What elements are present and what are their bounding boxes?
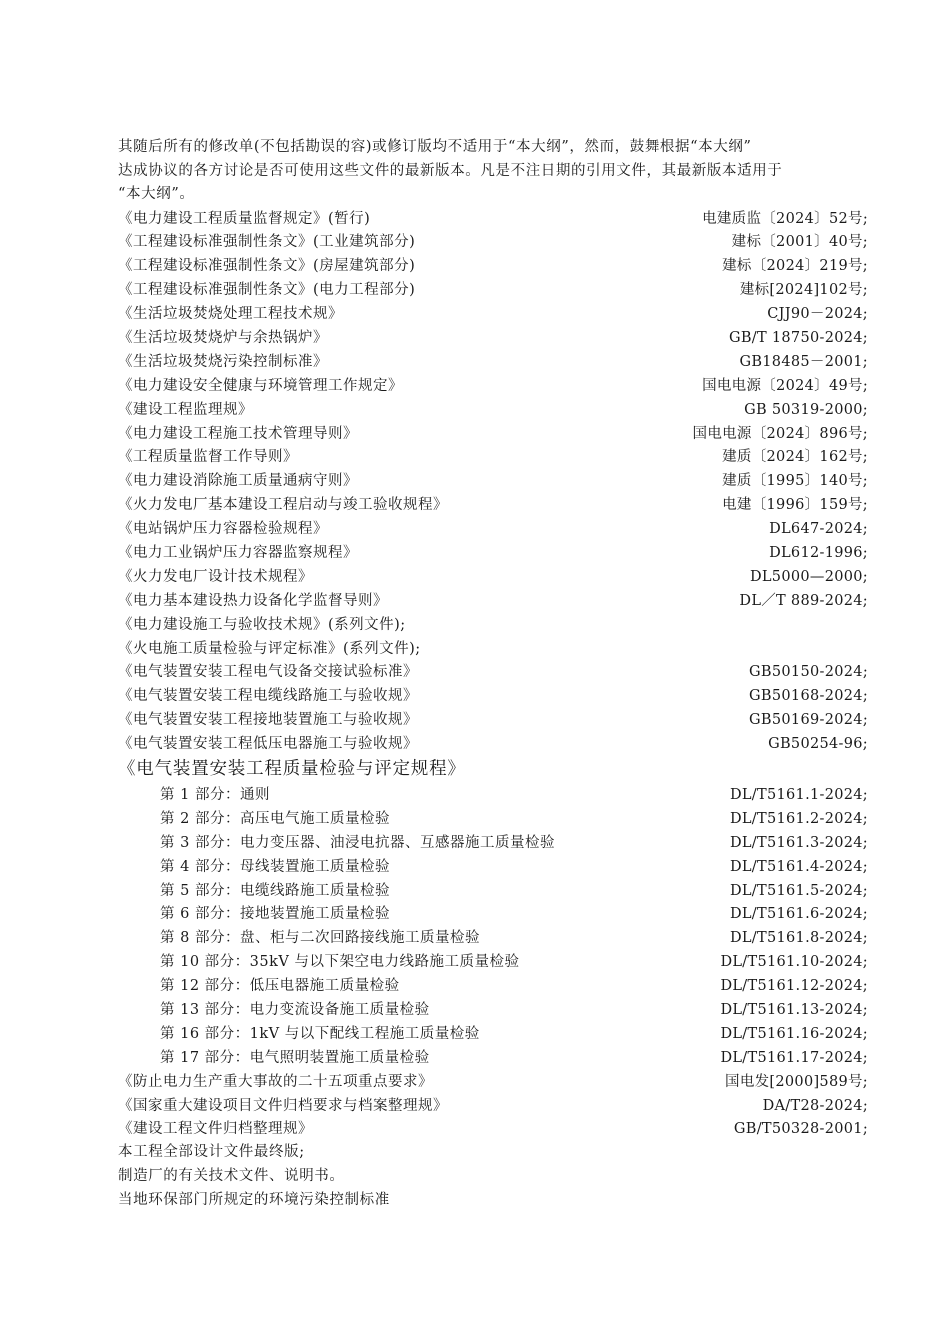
- closing-line: 制造厂的有关技术文件、说明书。: [118, 1168, 345, 1185]
- reference-row: [118, 207, 868, 231]
- reference-row: [118, 469, 868, 493]
- reference-code: DL/T5161.13-2024;: [720, 1002, 868, 1018]
- reference-row: [118, 708, 868, 732]
- reference-code: DL/T5161.17-2024;: [720, 1049, 868, 1066]
- reference-row: [118, 254, 868, 278]
- reference-row: [118, 855, 868, 879]
- reference-title: 《防止电力生产重大事故的二十五项重点要求》: [118, 1073, 433, 1090]
- reference-row: [118, 998, 868, 1022]
- reference-title: 《火电施工质量检验与评定标准》(系列文件);: [118, 640, 421, 657]
- reference-row: [118, 445, 868, 469]
- reference-row: [118, 517, 868, 541]
- reference-code: 电建〔1996〕159号;: [722, 497, 868, 514]
- reference-code: GB/T50328-2001;: [733, 1121, 868, 1138]
- reference-row: [118, 1070, 868, 1094]
- reference-code: 国电电源〔2024〕896号;: [692, 425, 868, 442]
- reference-code: GB50150-2024;: [749, 664, 868, 681]
- reference-list: [118, 1070, 868, 1142]
- reference-row: [118, 589, 868, 613]
- reference-row: [118, 732, 868, 756]
- reference-code: DL/T5161.5-2024;: [729, 882, 868, 899]
- reference-code: DL5000—2000;: [749, 568, 868, 585]
- reference-title: 《电力工业锅炉压力容器监察规程》: [118, 544, 358, 561]
- reference-title: 第 4 部分：母线装置施工质量检验: [160, 858, 390, 875]
- reference-code: 建质〔1995〕140号;: [722, 473, 868, 490]
- reference-row: [118, 350, 868, 374]
- reference-row: [118, 807, 868, 831]
- reference-title: 《电力建设安全健康与环境管理工作规定》: [118, 377, 403, 394]
- intro-line: 达成协议的各方讨论是否可使用这些文件的最新版本。凡是不注日期的引用文件，其最新版本适用于: [118, 162, 783, 179]
- reference-row: [118, 422, 868, 446]
- reference-title: 《电力建设施工与验收技术规》(系列文件);: [118, 616, 406, 633]
- reference-title: 第 6 部分：接地装置施工质量检验: [160, 906, 390, 923]
- reference-row: [118, 565, 868, 589]
- reference-title: 《建设工程监理规》: [118, 401, 253, 418]
- reference-code: 国电电源〔2024〕49号;: [702, 377, 868, 394]
- closing-line: 本工程全部设计文件最终版;: [118, 1144, 305, 1161]
- reference-title: 第 5 部分：电缆线路施工质量检验: [160, 882, 390, 899]
- reference-title: 第 10 部分：35kV 与以下架空电力线路施工质量检验: [160, 954, 520, 971]
- reference-row: [118, 374, 868, 398]
- reference-title: 《工程建设标准强制性条文》(电力工程部分): [118, 282, 416, 299]
- reference-code: DL/T5161.2-2024;: [729, 810, 868, 827]
- reference-code: 建标[2024]102号;: [739, 282, 868, 299]
- reference-title: 《工程建设标准强制性条文》(房屋建筑部分): [118, 258, 416, 275]
- reference-code: 电建质监〔2024〕52号;: [702, 210, 868, 227]
- reference-title: 《工程建设标准强制性条文》(工业建筑部分): [118, 234, 416, 251]
- reference-row: [118, 950, 868, 974]
- reference-title: 《生活垃圾焚烧炉与余热锅炉》: [118, 329, 328, 346]
- reference-title: 《工程质量监督工作导则》: [118, 449, 298, 466]
- reference-row: [118, 278, 868, 302]
- reference-code: 国电发[2000]589号;: [725, 1073, 868, 1090]
- reference-code: DL/T5161.3-2024;: [729, 834, 868, 851]
- reference-title: 《火力发电厂基本建设工程启动与竣工验收规程》: [118, 497, 448, 514]
- reference-title: 第 2 部分：高压电气施工质量检验: [160, 810, 390, 827]
- reference-row: [118, 613, 868, 637]
- intro-line: 其随后所有的修改单(不包括勘误的容)或修订版均不适用于“本大纲”，然而，鼓舞根据“本大纲”: [118, 139, 752, 155]
- reference-row: [118, 541, 868, 565]
- reference-title: 第 17 部分：电气照明装置施工质量检验: [160, 1049, 430, 1066]
- reference-list: [118, 207, 868, 756]
- reference-code: 建标〔2024〕219号;: [722, 258, 868, 275]
- reference-code: DL/T5161.8-2024;: [729, 930, 868, 947]
- reference-code: DL/T5161.1-2024;: [729, 786, 868, 803]
- reference-code: DA/T28-2024;: [762, 1097, 868, 1114]
- reference-title: 《电力建设消除施工质量通病守则》: [118, 473, 358, 490]
- reference-title: 第 8 部分：盘、柜与二次回路接线施工质量检验: [160, 930, 480, 947]
- reference-title: 《建设工程文件归档整理规》: [118, 1121, 313, 1138]
- reference-row: [118, 1094, 868, 1118]
- reference-code: DL/T5161.6-2024;: [729, 906, 868, 923]
- reference-title: 《电气装置安装工程电气设备交接试验标准》: [118, 664, 418, 681]
- reference-code: DL/T5161.12-2024;: [720, 978, 868, 995]
- reference-row: [118, 926, 868, 950]
- reference-code: DL/T5161.10-2024;: [720, 954, 868, 971]
- reference-title: 第 12 部分：低压电器施工质量检验: [160, 978, 400, 995]
- reference-code: DL612-1996;: [769, 544, 868, 561]
- reference-row: [118, 326, 868, 350]
- reference-code: GB50168-2024;: [749, 688, 868, 705]
- reference-row: [118, 1022, 868, 1046]
- reference-row: [118, 398, 868, 422]
- reference-row: [118, 637, 868, 661]
- closing-list: [118, 1141, 868, 1213]
- reference-title: 《电力建设工程施工技术管理导则》: [118, 425, 358, 442]
- reference-code: 建标〔2001〕40号;: [731, 234, 868, 251]
- reference-row: [118, 831, 868, 855]
- reference-title: 《电气装置安装工程接地装置施工与验收规》: [118, 712, 418, 729]
- reference-row: [118, 1117, 868, 1141]
- reference-title: 《电站锅炉压力容器检验规程》: [118, 521, 328, 538]
- reference-row: [118, 902, 868, 926]
- reference-code: GB 50319-2000;: [744, 401, 868, 418]
- reference-title: 《火力发电厂设计技术规程》: [118, 568, 313, 585]
- reference-code: CJJ90－2024;: [767, 306, 868, 323]
- reference-code: DL647-2024;: [769, 521, 868, 538]
- reference-title: 第 1 部分：通则: [160, 786, 270, 803]
- reference-row: [118, 783, 868, 807]
- parts-list: [118, 783, 868, 1070]
- intro-line: “本大纲”。: [118, 186, 195, 202]
- reference-row: [118, 1046, 868, 1070]
- reference-row: [118, 302, 868, 326]
- reference-title: 第 13 部分：电力变流设备施工质量检验: [160, 1002, 430, 1018]
- reference-title: 《电力建设工程质量监督规定》(暂行): [118, 210, 371, 227]
- reference-row: [118, 230, 868, 254]
- reference-title: 《电力基本建设热力设备化学监督导则》: [118, 592, 388, 609]
- reference-code: GB18485－2001;: [739, 353, 868, 370]
- closing-line: 当地环保部门所规定的环境污染控制标准: [118, 1192, 390, 1209]
- section-heading: 《电气装置安装工程质量检验与评定规程》: [118, 758, 466, 779]
- reference-title: 《电气装置安装工程电缆线路施工与验收规》: [118, 688, 418, 705]
- reference-row: [118, 974, 868, 998]
- document-page: [118, 136, 868, 1213]
- reference-title: 第 3 部分：电力变压器、油浸电抗器、互感器施工质量检验: [160, 834, 555, 851]
- reference-title: 《电气装置安装工程低压电器施工与验收规》: [118, 736, 418, 753]
- reference-code: GB50169-2024;: [749, 712, 868, 729]
- reference-code: DL/T5161.16-2024;: [720, 1025, 868, 1042]
- reference-code: DL／T 889-2024;: [739, 592, 868, 609]
- reference-title: 《生活垃圾焚烧污染控制标准》: [118, 353, 328, 370]
- reference-row: [118, 493, 868, 517]
- reference-code: GB/T 18750-2024;: [728, 329, 868, 346]
- reference-title: 《国家重大建设项目文件归档要求与档案整理规》: [118, 1097, 448, 1114]
- reference-title: 第 16 部分：1kV 与以下配线工程施工质量检验: [160, 1025, 480, 1042]
- reference-code: GB50254-96;: [768, 736, 868, 753]
- reference-code: 建质〔2024〕162号;: [722, 449, 868, 466]
- reference-title: 《生活垃圾焚烧处理工程技术规》: [118, 306, 343, 323]
- reference-row: [118, 660, 868, 684]
- intro-paragraph: [118, 136, 868, 207]
- reference-row: [118, 879, 868, 903]
- reference-code: DL/T5161.4-2024;: [729, 858, 868, 875]
- reference-row: [118, 684, 868, 708]
